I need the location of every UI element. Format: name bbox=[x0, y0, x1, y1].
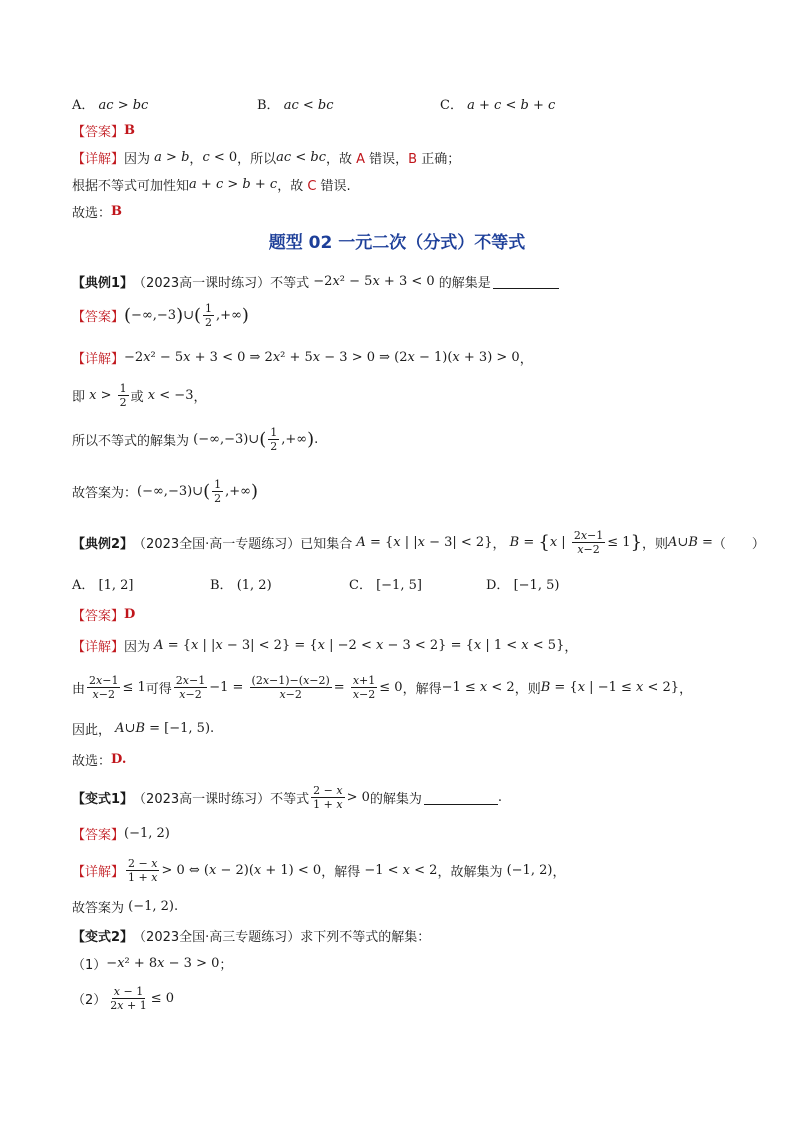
var1-answer bbox=[72, 816, 734, 850]
ex2-answer bbox=[72, 597, 734, 631]
ex1-detail-line-3: 所以不等式的解集为 (−∞,−3)∪ ( $\frac{1}{2}$ ,+∞ ) . bbox=[72, 425, 319, 453]
q1-detail-line-2: 根据不等式可加性知 a + c > b + c ，故 C 错误. bbox=[72, 176, 351, 194]
ex1-answer: 【答案】 ( −∞,−3 ) ∪ ( $\frac{1}{2}$ ,+∞ ) bbox=[72, 301, 249, 329]
detail-tag: 【详解】 bbox=[72, 151, 125, 167]
detail-tag: 【详解】 bbox=[72, 351, 125, 367]
ex2-options bbox=[72, 566, 734, 600]
detail-tag: 【详解】 bbox=[72, 864, 125, 880]
ex1-detail-line-2: 即 x > $\frac{1}{2}$ 或 x < −3 ， bbox=[72, 381, 207, 409]
ex2-select: 故选： D. bbox=[72, 751, 127, 769]
var1-detail-line-2: 故答案为 (−1, 2). bbox=[72, 898, 179, 916]
q1-option-b: B． ac < bc bbox=[257, 97, 334, 113]
q1-select: 故选： B bbox=[72, 203, 123, 221]
ex2-option-d: D． [−1, 5) bbox=[486, 577, 560, 593]
ex2-source: （2023全国·高一专题练习） bbox=[133, 536, 301, 552]
q1-option-c: C． a + c < b + c bbox=[440, 97, 556, 113]
q1-detail-line-1: 【详解】 因为 a > b ， c < 0 ，所以 ac < bc ，故 A 错误，B 正确； bbox=[72, 149, 461, 167]
var2-item-2: （2） $\frac{x - 1}{2x + 1}$ ≤ 0 bbox=[72, 984, 175, 1012]
var2-source: （2023全国·高三专题练习） bbox=[133, 929, 301, 945]
answer-value: B bbox=[124, 122, 136, 138]
ex2-question: 【典例2】 （2023全国·高一专题练习） 已知集合 A = { x | | x − 3| < 2} ， B = { x | $\frac{2x-1}{x-2}$ ≤ 1 } ，则 A ∪ B = （ ） bbox=[72, 528, 765, 556]
ex2-option-a: A． [1, 2] bbox=[72, 577, 134, 593]
answer-tag: 【答案】 bbox=[72, 309, 125, 325]
var2-tag: 【变式2】 bbox=[72, 929, 134, 945]
ex2-detail-line-3: 因此， A ∪ B = [−1, 5). bbox=[72, 720, 215, 738]
ex1-source: （2023高一课时练习） bbox=[133, 275, 271, 291]
answer-value: D bbox=[124, 606, 136, 622]
answer-tag: 【答案】 bbox=[72, 827, 125, 843]
ex1-question: 【典例1】 （2023高一课时练习） 不等式 −2 x ² − 5 x + 3 < 0 的解集是 bbox=[72, 264, 734, 298]
var2-item-1: （1） − x ² + 8 x − 3 > 0 ； bbox=[72, 955, 233, 973]
answer-tag: 【答案】 bbox=[72, 124, 125, 140]
var1-tag: 【变式1】 bbox=[72, 791, 134, 807]
var1-source: （2023高一课时练习） bbox=[133, 791, 271, 807]
ex2-detail-line-2: 由 $\frac{2x-1}{x-2}$ ≤ 1 可得 $\frac{2x-1}{x-2}$ −1 = $\frac{(2x-1)-(x-2)}{x-2}$ = $\frac{x+1}{x-2}$ ≤ 0 ，解得 −1 ≤ x < 2 ，则 B = { x | −1 ≤ x < 2} ， bbox=[72, 673, 693, 701]
var1-detail-line-1: 【详解】 $\frac{2 - x}{1 + x}$ > 0 ⇔ ( x − 2)( x + 1) < 0 ，解得 −1 < x < 2 ，故解集为 (−1, 2) ， bbox=[72, 856, 566, 884]
section-title: 题型 02 一元二次（分式）不等式 bbox=[268, 233, 526, 253]
var2-prompt: 求下列不等式的解集： bbox=[300, 929, 431, 945]
ex2-tag: 【典例2】 bbox=[72, 536, 134, 552]
q1-option-a: A． ac > bc bbox=[72, 97, 149, 113]
answer-blank bbox=[493, 274, 559, 289]
answer-value: (−1, 2) bbox=[124, 825, 170, 841]
ex2-option-c: C． [−1, 5] bbox=[349, 577, 422, 593]
var1-question: 【变式1】 （2023高一课时练习） 不等式 $\frac{2 - x}{1 + x}$ > 0 的解集为 . bbox=[72, 783, 503, 811]
ex1-detail-line-4: 故答案为： (−∞,−3)∪ ( $\frac{1}{2}$ ,+∞ ) bbox=[72, 477, 258, 505]
ex2-detail-line-1: 【详解】 因为 A = { x | | x − 3| < 2} = { x | −2 < x − 3 < 2} = { x | 1 < x < 5} ， bbox=[72, 637, 578, 655]
ex1-detail-line-1: 【详解】 −2 x ² − 5 x + 3 < 0 ⇒ 2 x ² + 5 x − 3 > 0 ⇒ (2 x − 1)( x + 3) > 0 ， bbox=[72, 349, 533, 367]
ex1-tag: 【典例1】 bbox=[72, 275, 134, 291]
answer-blank bbox=[424, 790, 498, 805]
detail-tag: 【详解】 bbox=[72, 639, 125, 655]
ex2-option-b: B． (1, 2) bbox=[210, 577, 272, 593]
answer-tag: 【答案】 bbox=[72, 608, 125, 624]
